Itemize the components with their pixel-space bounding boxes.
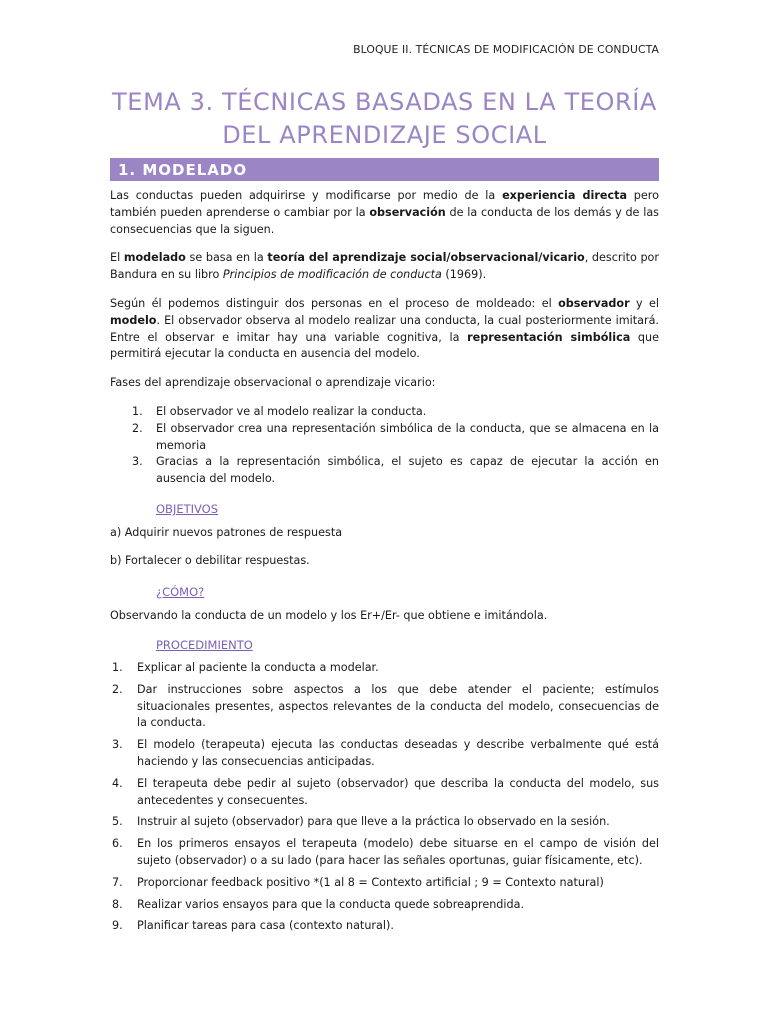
list-number: 8. — [112, 897, 123, 911]
list-number: 2. — [112, 682, 123, 696]
text-span: . El observador observa al modelo realizar una conducta, la cual posteriormente imitará. Entre el observar e imitar hay una variable cognitiva, la — [110, 313, 659, 344]
procedimiento-list — [110, 660, 659, 940]
list-item — [110, 737, 659, 771]
subheading-objetivos: OBJETIVOS — [156, 502, 219, 516]
list-text: Explicar al paciente la conducta a modelar. — [137, 661, 379, 674]
objetivo-b: b) Fortalecer o debilitar respuestas. — [110, 554, 310, 567]
list-item — [110, 660, 659, 677]
list-item — [110, 814, 659, 831]
bold-term: experiencia directa — [502, 189, 628, 202]
text-span: se basa en la — [185, 251, 268, 264]
bold-term: observación — [369, 205, 446, 219]
running-header: BLOQUE II. TÉCNICAS DE MODIFICACIÓN DE CONDUCTA — [353, 43, 659, 56]
list-item — [110, 404, 659, 421]
section-heading-modelado: 1. MODELADO — [110, 158, 659, 181]
subheading-como: ¿CÓMO? — [156, 585, 205, 599]
book-title: Principios de modificación de conducta — [222, 267, 442, 281]
list-number: 4. — [112, 776, 123, 790]
list-number: 7. — [112, 875, 123, 889]
list-number: 3. — [132, 455, 143, 469]
bold-term: representación simbólica — [467, 330, 631, 344]
objetivo-a: a) Adquirir nuevos patrones de respuesta — [110, 526, 343, 539]
text-span: pero también pueden aprenderse o cambiar por la — [110, 189, 659, 219]
list-item — [110, 897, 659, 914]
list-number: 6. — [112, 837, 123, 851]
list-text: Realizar varios ensayos para que la conducta quede sobreaprendida. — [137, 897, 525, 911]
subheading-procedimiento: PROCEDIMIENTO — [156, 638, 253, 652]
bold-term: teoría del aprendizaje social/observacional/vicario — [267, 251, 585, 264]
list-text: Instruir al sujeto (observador) para que lleve a la práctica lo observado en la sesión. — [137, 815, 610, 829]
title-line-1: TEMA 3. TÉCNICAS BASADAS EN LA TEORÍA — [112, 88, 657, 116]
bold-term: modelo — [110, 313, 157, 327]
list-number: 1. — [112, 661, 123, 674]
list-text: En los primeros ensayos el terapeuta (modelo) debe situarse en el campo de visión del sujeto (observador) o a su lado (para hacer las señales oportunas, guiar físicamente, etc). — [137, 837, 659, 867]
list-item — [110, 421, 659, 455]
list-item — [110, 454, 659, 488]
text-span: de la conducta de los demás y de las consecuencias que la siguen. — [110, 205, 660, 236]
list-item — [110, 875, 659, 892]
list-number: 5. — [112, 815, 123, 829]
text-span: Las conductas pueden adquirirse y modificarse por medio de la — [110, 189, 503, 202]
list-text: El observador ve al modelo realizar la conducta. — [156, 405, 427, 418]
list-number: 9. — [112, 919, 123, 933]
list-item — [110, 836, 659, 870]
list-text: Gracias a la representación simbólica, el sujeto es capaz de ejecutar la acción en ausencia del modelo. — [156, 455, 659, 486]
paragraph-modelado — [110, 250, 659, 284]
list-text: Dar instrucciones sobre aspectos a los que debe atender el paciente; estímulos situacionales presentes, aspectos relevantes de la conducta del modelo, consecuencias de la conducta. — [137, 682, 659, 730]
list-text: El terapeuta debe pedir al sujeto (observador) que describa la conducta del modelo, sus antecedentes y consecuentes. — [137, 776, 659, 807]
bold-term: modelado — [123, 251, 186, 264]
paragraph-como: Observando la conducta de un modelo y los Er+/Er- que obtiene e imitándola. — [110, 609, 548, 622]
list-number: 2. — [132, 421, 143, 435]
list-text: Planificar tareas para casa (contexto natural). — [137, 919, 394, 933]
paragraph-fases-intro: Fases del aprendizaje observacional o aprendizaje vicario: — [110, 376, 436, 389]
text-span: (1969). — [441, 267, 487, 281]
list-text: Proporcionar feedback positivo *(1 al 8 = Contexto artificial ; 9 = Contexto natural) — [137, 875, 604, 889]
phases-list — [110, 404, 659, 488]
paragraph-observador-modelo — [110, 296, 659, 363]
text-span: El — [110, 251, 124, 264]
title-line-2: DEL APRENDIZAJE SOCIAL — [222, 121, 547, 149]
text-span: y el — [629, 297, 659, 310]
list-item — [110, 776, 659, 810]
bold-term: observador — [558, 297, 630, 310]
list-text: El modelo (terapeuta) ejecuta las conductas deseadas y describe verbalmente qué está haciendo y las consecuencias anticipadas. — [137, 738, 659, 768]
list-text: El observador crea una representación simbólica de la conducta, que se almacena en la memoria — [156, 421, 659, 452]
list-item — [110, 918, 659, 935]
page-title — [110, 86, 659, 152]
list-item — [110, 682, 659, 732]
text-span: Según él podemos distinguir dos personas en el proceso de moldeado: el — [110, 297, 559, 310]
list-number: 1. — [132, 405, 143, 418]
paragraph-intro — [110, 188, 659, 238]
list-number: 3. — [112, 738, 123, 752]
text-span: , descrito por Bandura en su libro — [110, 251, 660, 281]
text-span: que permitirá ejecutar la conducta en ausencia del modelo. — [110, 330, 660, 361]
